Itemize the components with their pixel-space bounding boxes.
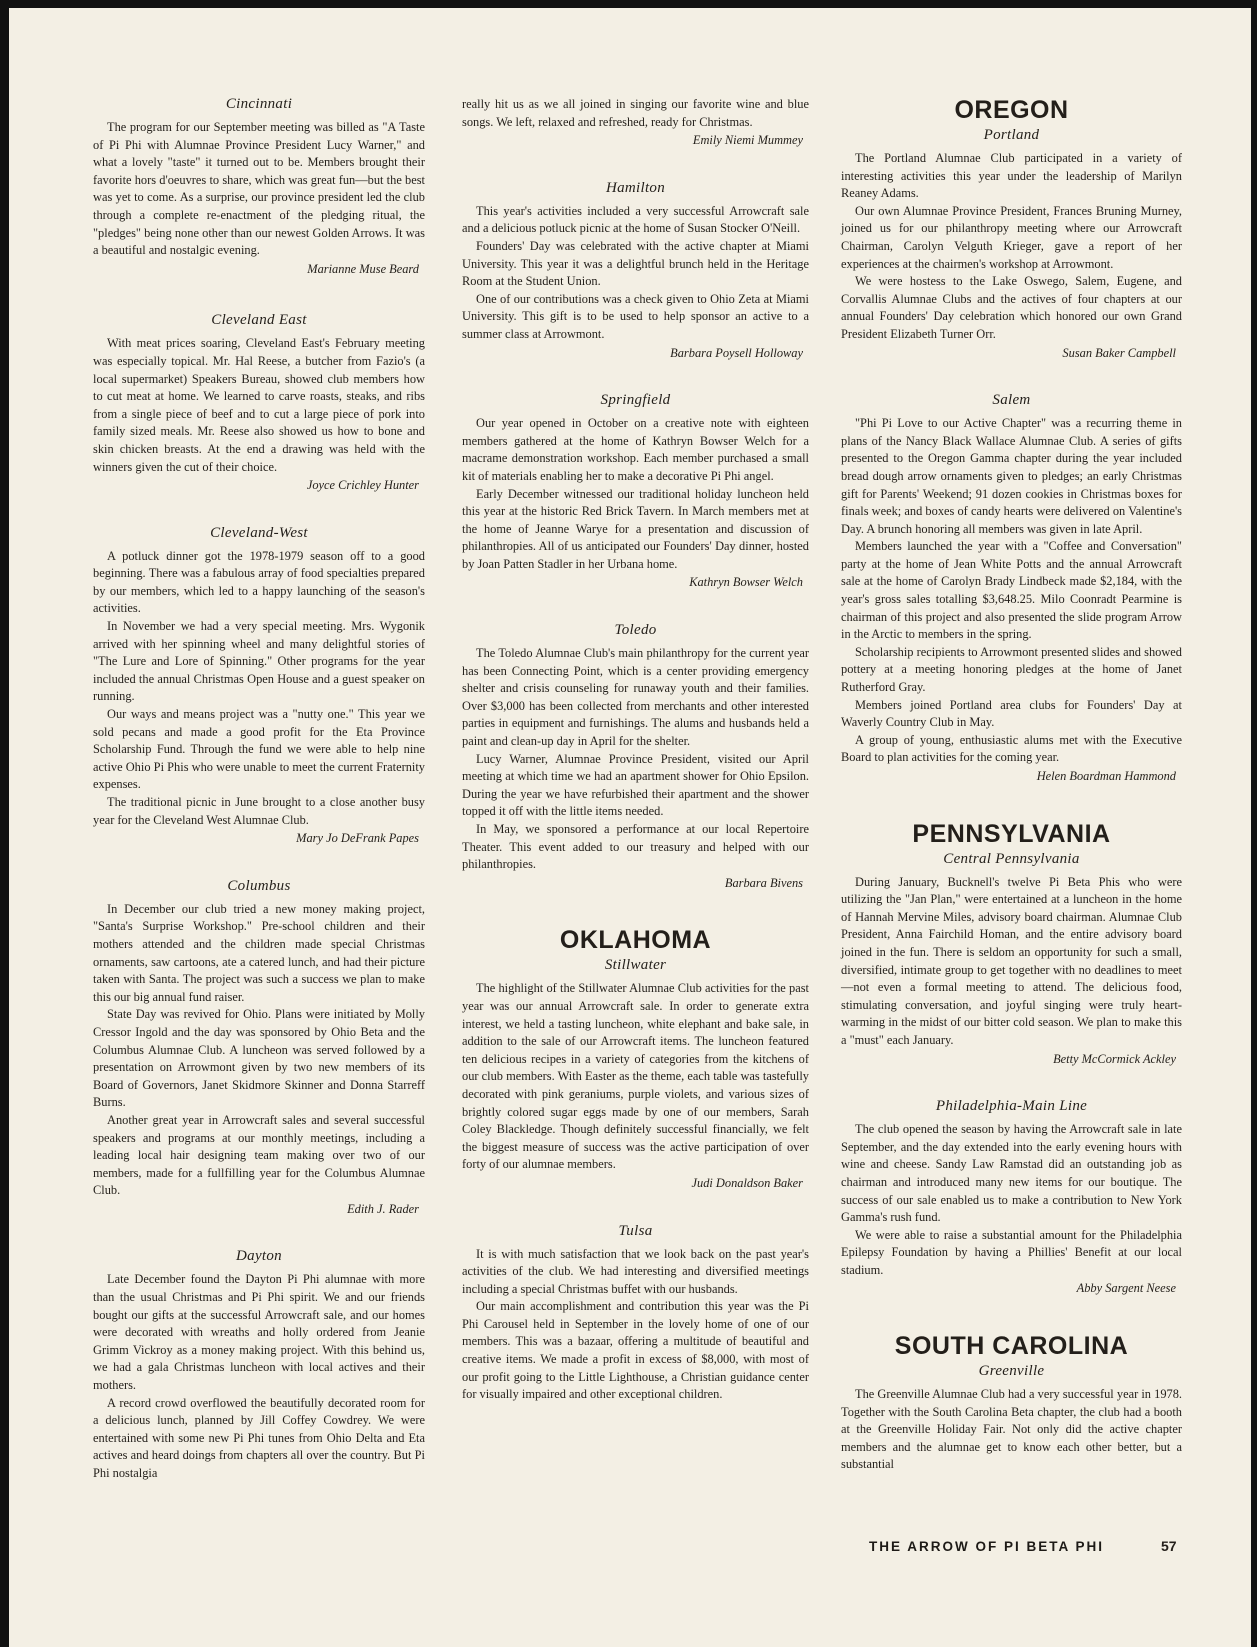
section-pennsylvania xyxy=(841,820,1182,1069)
chapter-heading: Salem xyxy=(992,392,1031,409)
paragraph: The highlight of the Stillwater Alumnae Club activities for the past year was our annual Arrowcraft sale. In order to generate extra interest, we held a tasting luncheon, white elephant and bake sale, in addition to the sale of our Arrowcraft items. The luncheon featured ten delicious recipes in a variety of categories from the kitchens of our club members. With Easter as the theme, each table was tastefully decorated with pink geraniums, purple violets, and various sizes of brightly colored sugar eggs made by one of our members, Sarah Coley Blackledge. Though definitely successful financially, we felt the biggest measure of success was the active participation of over forty of our alumnae members. xyxy=(462,981,809,1172)
paragraph: One of our contributions was a check given to Ohio Zeta at Miami University. This gift is to be used to help sponsor an active to a summer class at Arrowmont. xyxy=(462,291,809,341)
section-tulsa xyxy=(462,1223,809,1404)
section-south-carolina xyxy=(841,1332,1182,1474)
paragraph: Our ways and means project was a "nutty one." This year we sold pecans and made a good profit for the Eta Province Scholarship Fund. Through the fund we were able to help nine active Ohio Pi Phis who were unable to meet the current Fraternity expenses. xyxy=(93,707,425,792)
state-heading: OKLAHOMA xyxy=(559,926,712,955)
signature: Betty McCormick Ackley xyxy=(1053,1051,1176,1066)
signature: Barbara Bivens xyxy=(724,875,803,890)
paragraph: In May, we sponsored a performance at our local Repertoire Theater. This event added to our treasury and helped with our philanthropies. xyxy=(462,822,809,872)
signature: Abby Sargent Neese xyxy=(1076,1281,1176,1296)
section-cleveland-west xyxy=(93,525,425,848)
chapter-heading: Hamilton xyxy=(605,179,666,196)
paragraph: We were able to raise a substantial amount for the Philadelphia Epilepsy Foundation by having a Phillies' Benefit at our local stadium. xyxy=(841,1227,1182,1277)
signature: Joyce Crichley Hunter xyxy=(306,478,419,493)
state-heading: PENNSYLVANIA xyxy=(912,819,1111,848)
paragraph: "Phi Pi Love to our Active Chapter" was a recurring theme in plans of the Nancy Black Wallace Alumnae Club. A series of gifts presented to the Oregon Gamma chapter during the year included bread dough arrow ornaments given to pledges; an early Christmas gift for Parents' Weekend; 91 dozen cookies in Christmas boxes for finals week; and boxes of candy hearts were delivered on Valentine's Day. A brunch honoring all members was given in late April. xyxy=(841,416,1182,536)
page-number: 57 xyxy=(1161,1538,1177,1554)
section-cincinnati xyxy=(93,96,425,278)
state-heading: OREGON xyxy=(954,96,1069,124)
paragraph: Our year opened in October on a creative note with eighteen members gathered at the home of Kathryn Bowser Welch for a macrame demonstration workshop. Each member purchased a small kit of materials enabling her to make a decorative Pi Phi angel. xyxy=(462,416,809,483)
chapter-heading: Toledo xyxy=(614,622,657,639)
paragraph: It is with much satisfaction that we look back on the past year's activities of the club. We had interesting and diversified meetings including a special Christmas buffet with our husbands. xyxy=(462,1246,809,1296)
signature: Barbara Poysell Holloway xyxy=(670,345,803,360)
chapter-heading: Springfield xyxy=(600,392,671,409)
signature: Susan Baker Campbell xyxy=(1062,345,1176,360)
section-salem xyxy=(841,392,1182,785)
column-middle xyxy=(462,96,809,1404)
paragraph: This year's activities included a very successful Arrowcraft sale and a delicious potluck picnic at the home of Susan Stocker O'Neill. xyxy=(462,203,809,236)
paragraph: really hit us as we all joined in singing our favorite wine and blue songs. We left, relaxed and refreshed, ready for Christmas. xyxy=(462,97,809,129)
paragraph: Another great year in Arrowcraft sales and several successful speakers and programs at our monthly meetings, including a leading local hair designing team making over two of our members, made for a fullfilling year for the Columbus Alumnae Club. xyxy=(93,1112,425,1198)
paragraph: The traditional picnic in June brought to a close another busy year for the Cleveland West Alumnae Club. xyxy=(93,795,425,827)
chapter-heading: Cincinnati xyxy=(225,96,293,112)
section-dayton xyxy=(93,1248,425,1482)
running-footer: THE ARROW OF PI BETA PHI xyxy=(869,1539,1104,1554)
section-oregon xyxy=(841,96,1182,362)
signature: Edith J. Rader xyxy=(347,1201,419,1216)
section-philadelphia xyxy=(841,1098,1182,1298)
paragraph: A potluck dinner got the 1978-1979 season off to a good beginning. There was a fabulous array of food specialties prepared by our members, which led to a happy launching of the season's activities. xyxy=(93,548,425,616)
paragraph: Our main accomplishment and contribution this year was the Pi Phi Carousel held in September in the lovely home of one of our members. This was a bazaar, offering a multitude of beautiful and creative items. We made a profit in excess of $8,000, with most of our profit going to the Little Lighthouse, a Christian guidance center for visually impaired and other exceptional children. xyxy=(462,1299,809,1402)
paragraph: The club opened the season by having the Arrowcraft sale in late September, and the day extended into the early evening hours with wine and cheese. Sandy Law Ramstad did an outstanding job as chairman and introduced many new items for our boutique. The success of our sale enabled us to make a contribution to New York Gamma's rush fund. xyxy=(841,1122,1182,1225)
chapter-heading: Greenville xyxy=(978,1363,1045,1380)
paragraph: The Toledo Alumnae Club's main philanthropy for the current year has been Connecting Point, which is a center providing emergency shelter and crisis counseling for runaway youth and their families. Over $3,000 has been collected from merchants and other interested parties in equipment and furnishings. The alums and husbands held a paint and clean-up day in April for the shelter. xyxy=(462,646,809,749)
paragraph: The program for our September meeting was billed as "A Taste of Pi Phi with Alumnae Province President Lucy Warner," and what a lovely "taste" it turned out to be. Members brought their favorite hors d'oeuvres to share, which was great fun—but the best was yet to come. As a surprise, our province president led the club through a complete re-enactment of the pledging ritual, the "pledges" being none other than our newest Golden Arrows. It was a beautiful and nostalgic evening. xyxy=(93,120,425,258)
section-cleveland-east xyxy=(93,312,425,494)
column-right xyxy=(841,96,1182,1474)
section-hamilton xyxy=(462,180,809,362)
paragraph: Early December witnessed our traditional holiday luncheon held this year at the historic Red Brick Tavern. In March members met at the home of Jeanne Warye for a presentation and discussion of philanthropies. All of us anticipated our Founders' Day dinner, hosted by Joan Patten Stadler in her Urbana home. xyxy=(462,486,809,571)
chapter-heading: Dayton xyxy=(236,1248,282,1265)
signature: Mary Jo DeFrank Papes xyxy=(296,831,419,846)
paragraph: Lucy Warner, Alumnae Province President, visited our April meeting at which time we had an apartment shower for Ohio Epsilon. During the year we have refurbished their apartment and the shower topped it off with the little items needed. xyxy=(462,751,809,819)
signature: Marianne Muse Beard xyxy=(307,261,419,276)
section-oklahoma xyxy=(462,926,809,1192)
paragraph: In November we had a very special meeting. Mrs. Wygonik arrived with her spinning wheel and many delightful stories of "The Lure and Lore of Spinning." Other programs for the year included the annual Christmas Open House and a guest speaker on running. xyxy=(93,619,425,704)
paragraph: The Portland Alumnae Club participated in a variety of interesting activities this year under the leadership of Marilyn Reaney Adams. xyxy=(841,151,1182,201)
paragraph: Scholarship recipients to Arrowmont presented slides and showed pottery at a meeting honoring pledges at the home of Janet Rutherford Gray. xyxy=(841,644,1182,695)
paragraph: A record crowd overflowed the beautifully decorated room for a delicious lunch, planned by Jill Coffey Cowdrey. We were entertained with some new Pi Phi tunes from Ohio Delta and Eta actives and heard doings from chapters all over the country. But Pi Phi nostalgia xyxy=(93,1395,425,1480)
column-left xyxy=(93,96,425,1483)
paragraph: In December our club tried a new money making project, "Santa's Surprise Workshop." Pre-school children and their mothers attended and the children made special Christmas ornaments, saw cartoons, ate a catered lunch, and had their picture taken with Santa. The project was such a success we plan to make this our big annual fund raiser. xyxy=(93,901,425,1004)
paragraph: Our own Alumnae Province President, Frances Bruning Murney, joined us for our philanthropy meeting where our Arrowcraft Chairman, Carolyn Velguth Krieger, gave a report of her experiences at the chairmen's workshop at Arrowmont. xyxy=(841,203,1182,271)
signature: Judi Donaldson Baker xyxy=(691,1175,803,1190)
chapter-heading: Central Pennsylvania xyxy=(943,850,1080,867)
signature: Kathryn Bowser Welch xyxy=(689,575,803,590)
section-columbus xyxy=(93,878,425,1219)
chapter-heading: Stillwater xyxy=(604,957,667,974)
section-springfield xyxy=(462,392,809,592)
chapter-heading: Cleveland-West xyxy=(210,524,308,541)
chapter-heading: Columbus xyxy=(227,877,291,894)
paragraph: During January, Bucknell's twelve Pi Beta Phis who were utilizing the "Jan Plan," were entertained at a luncheon in the home of Hannah Mervine Miles, advisory board chairman. Alumnae Club President, Anna Fairchild Homan, and the entire advisory board joined in the fun. There is seldom an opportunity for such a small, diversified, intimate group to get together with no deadlines to meet—not even a formal meeting to attend. The delicious food, stimulating conversation, and joyful singing were truly heart-warming in the midst of our bitter cold season. We plan to make this a "must" each January. xyxy=(841,874,1182,1047)
section-toledo xyxy=(462,622,809,892)
paragraph: State Day was revived for Ohio. Plans were initiated by Molly Cressor Ingold and the day was sponsored by Ohio Beta and the Columbus Alumnae Club. A luncheon was served followed by a presentation on Arrowmont given by two new members of its Board of Governors, Janet Skidmore Skinner and Donna Starreff Burns. xyxy=(93,1007,425,1110)
chapter-heading: Tulsa xyxy=(618,1222,653,1239)
signature: Emily Niemi Mummey xyxy=(692,133,803,148)
paragraph: We were hostess to the Lake Oswego, Salem, Eugene, and Corvallis Alumnae Clubs and the actives of four chapters at our annual Founders' Day celebration which honored our own Grand President Elizabeth Turner Orr. xyxy=(841,274,1182,341)
signature: Helen Boardman Hammond xyxy=(1036,769,1176,783)
paragraph: The Greenville Alumnae Club had a very successful year in 1978. Together with the South Carolina Beta chapter, the club had a booth at the Greenville Holiday Fair. Not only did the active chapter members and the alumnae get to know each other better, but a substantial xyxy=(841,1387,1182,1472)
chapter-heading: Philadelphia-Main Line xyxy=(935,1098,1088,1115)
paragraph: Founders' Day was celebrated with the active chapter at Miami University. This year it was a delightful brunch held in the Heritage Room at the Student Union. xyxy=(462,238,809,289)
section-dayton-continued xyxy=(462,96,809,150)
state-heading: SOUTH CAROLINA xyxy=(894,1332,1129,1361)
paragraph: With meat prices soaring, Cleveland East's February meeting was especially topical. Mr. Hal Reese, a butcher from Fazio's (a local supermarket) Speakers Bureau, showed club members how to cut meat at home. We learned to carve roasts, steaks, and ribs from a single piece of beef and to cut a large piece of pork into family sized meals. Mr. Reese also showed us how to bone and skin chicken breasts. At the end a drawing was held with the winners given the cut of their choice. xyxy=(93,336,425,474)
chapter-heading: Cleveland East xyxy=(211,312,307,329)
paragraph: A group of young, enthusiastic alums met with the Executive Board to plan activities for the coming year. xyxy=(841,732,1182,765)
paragraph: Members joined Portland area clubs for Founders' Day at Waverly Country Club in May. xyxy=(841,697,1182,730)
chapter-heading: Portland xyxy=(983,127,1040,143)
paragraph: Members launched the year with a "Coffee and Conversation" party at the home of Jean White Potts and the annual Arrowcraft sale at the home of Carolyn Brady Lindbeck made $2,184, with the year's gross sales totalling $3,648.25. Milo Coonradt Pearmine is chairman of this project and also presented the slide program Arrow in the Arctic to members in the spring. xyxy=(841,539,1182,642)
paragraph: Late December found the Dayton Pi Phi alumnae with more than the usual Christmas and Pi Phi spirit. We and our friends bought our gifts at the successful Arrowcraft sale, and our homes were decorated with wreaths and holly ordered from Jeanie Grimm Vickroy as a money making project. With this behind us, we had a gala Christmas luncheon with local actives and their mothers. xyxy=(93,1272,425,1393)
